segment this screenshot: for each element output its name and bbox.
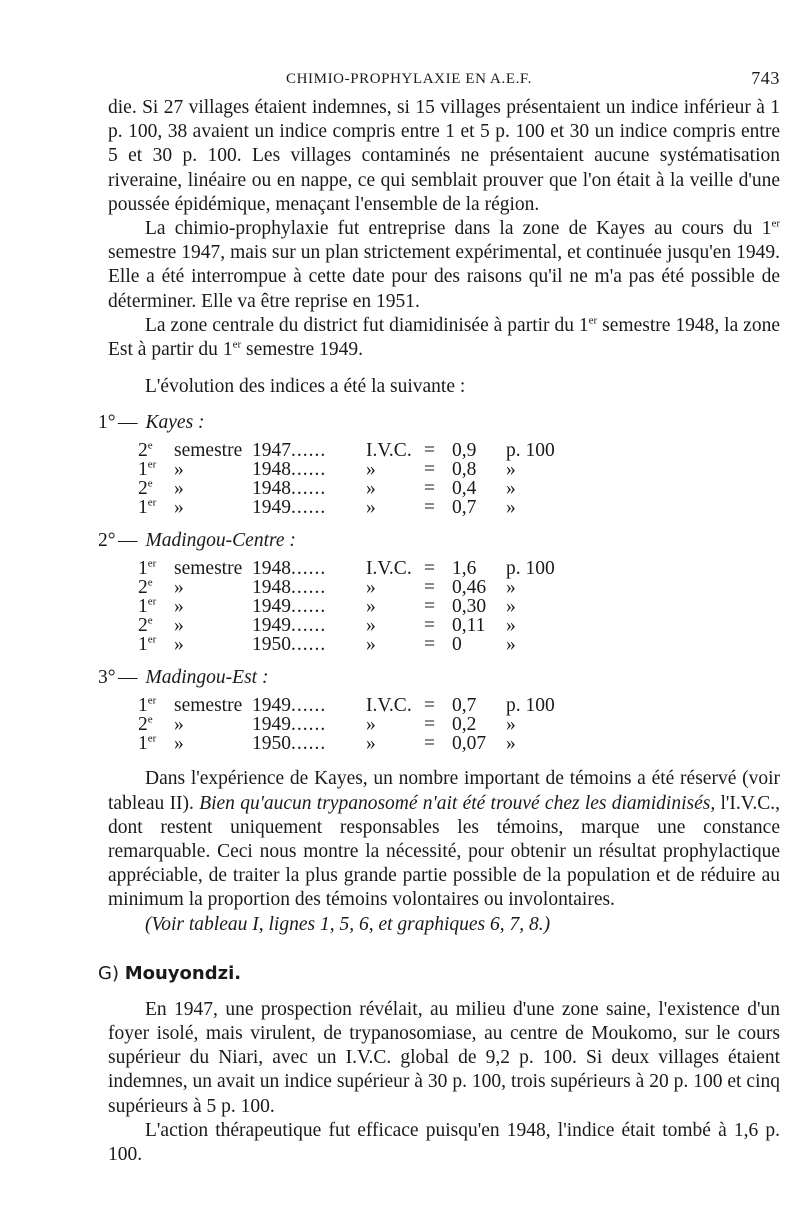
row-ordinal: 2e xyxy=(138,713,153,736)
row-value: 0,2 xyxy=(452,714,477,736)
row-equals: = xyxy=(424,497,435,519)
indices-row xyxy=(138,578,566,597)
group-title xyxy=(98,411,780,435)
row-unit: » xyxy=(506,577,516,599)
row-label: » xyxy=(366,459,376,481)
indices-list xyxy=(98,411,780,755)
row-semester: semestre xyxy=(174,558,243,580)
row-label: » xyxy=(366,478,376,500)
row-unit: » xyxy=(506,497,516,519)
row-label: » xyxy=(366,596,376,618)
row-equals: = xyxy=(424,596,435,618)
row-year xyxy=(252,578,366,597)
row-value: 0,7 xyxy=(452,497,477,519)
section-g-label: G) xyxy=(98,962,119,984)
row-year-value: 1947 xyxy=(252,440,291,462)
row-year-value: 1949 xyxy=(252,615,291,637)
group-title xyxy=(98,529,780,553)
row-unit: » xyxy=(506,714,516,736)
row-year-value: 1948 xyxy=(252,459,291,481)
row-label: » xyxy=(366,714,376,736)
reference-note: (Voir tableau I, lignes 1, 5, 6, et graphiques 6, 7, 8.) xyxy=(145,913,551,935)
section-g-heading xyxy=(98,963,780,984)
row-year xyxy=(252,559,366,578)
row-value: 0,30 xyxy=(452,596,487,618)
indices-row xyxy=(138,715,566,734)
row-equals: = xyxy=(424,440,435,462)
row-year xyxy=(252,616,366,635)
row-year-value: 1950 xyxy=(252,634,291,656)
row-value: 0 xyxy=(452,634,462,656)
row-unit: p. 100 xyxy=(506,440,555,462)
row-unit: » xyxy=(506,634,516,656)
row-year-value: 1948 xyxy=(252,558,291,580)
row-value: 0,4 xyxy=(452,478,477,500)
page-number: 743 xyxy=(751,68,780,88)
row-unit: p. 100 xyxy=(506,558,555,580)
row-leader-dots: ...... xyxy=(291,497,327,519)
row-year-value: 1948 xyxy=(252,577,291,599)
indices-row xyxy=(138,734,566,753)
row-leader-dots: ...... xyxy=(291,615,327,637)
row-year xyxy=(252,696,366,715)
row-equals: = xyxy=(424,733,435,755)
row-year-value: 1950 xyxy=(252,733,291,755)
row-year xyxy=(252,635,366,654)
row-unit: » xyxy=(506,478,516,500)
group-number: 2° xyxy=(98,530,116,552)
group-name: Kayes : xyxy=(145,412,205,434)
row-year-value: 1949 xyxy=(252,695,291,717)
row-ordinal: 1er xyxy=(138,496,157,519)
row-value: 0,46 xyxy=(452,577,487,599)
row-year-value: 1949 xyxy=(252,497,291,519)
indices-row xyxy=(138,498,566,517)
row-value: 0,9 xyxy=(452,440,477,462)
row-leader-dots: ...... xyxy=(291,714,327,736)
row-equals: = xyxy=(424,695,435,717)
row-semester: » xyxy=(174,596,184,618)
row-leader-dots: ...... xyxy=(291,634,327,656)
group-title xyxy=(98,666,780,690)
group-dash: — xyxy=(118,667,138,689)
row-semester: » xyxy=(174,733,184,755)
row-value: 0,11 xyxy=(452,615,486,637)
row-label: » xyxy=(366,615,376,637)
row-semester: » xyxy=(174,459,184,481)
indices-row xyxy=(138,616,566,635)
row-semester: semestre xyxy=(174,695,243,717)
running-title: CHIMIO-PROPHYLAXIE EN A.E.F. xyxy=(286,71,533,87)
group-name: Madingou-Est : xyxy=(145,667,269,689)
row-year xyxy=(252,479,366,498)
indices-row xyxy=(138,441,566,460)
row-leader-dots: ...... xyxy=(291,440,327,462)
row-label: » xyxy=(366,497,376,519)
row-year xyxy=(252,597,366,616)
row-ordinal: 1er xyxy=(138,557,157,580)
paragraph-5-emphasis: Bien qu'aucun trypanosomé n'ait été trouvé chez les diamidinisés, xyxy=(199,792,716,814)
group-name: Madingou-Centre : xyxy=(145,530,296,552)
indices-row xyxy=(138,696,566,715)
indices-table xyxy=(138,696,566,753)
row-ordinal: 2e xyxy=(138,477,153,500)
row-equals: = xyxy=(424,478,435,500)
indices-table xyxy=(138,559,566,654)
row-equals: = xyxy=(424,615,435,637)
row-ordinal: 1er xyxy=(138,595,157,618)
row-label: » xyxy=(366,634,376,656)
row-value: 1,6 xyxy=(452,558,477,580)
row-year-value: 1948 xyxy=(252,478,291,500)
paragraph-5 xyxy=(108,767,780,912)
row-leader-dots: ...... xyxy=(291,478,327,500)
row-unit: » xyxy=(506,733,516,755)
indices-row xyxy=(138,635,566,654)
row-label: » xyxy=(366,577,376,599)
row-ordinal: 1er xyxy=(138,694,157,717)
row-year xyxy=(252,460,366,479)
row-year xyxy=(252,441,366,460)
row-ordinal: 2e xyxy=(138,439,153,462)
row-ordinal: 2e xyxy=(138,614,153,637)
row-equals: = xyxy=(424,558,435,580)
row-semester: » xyxy=(174,615,184,637)
row-ordinal: 2e xyxy=(138,576,153,599)
paragraph-1: die. Si 27 villages étaient indemnes, si 15 villages présentaient un indice inférieur à 1 p. 100, 38 avaient un indice compris entre 1 et 5 p. 100 et 30 un indice compris entre 5 et 30 p. 100. Les villages contaminés ne présentaient aucune systématisation riveraine, linéaire ou en nappe, ce qui semblait prouver que l'on était à la veille d'une poussée épidémique, menaçant l'ensemble de la région. xyxy=(108,97,780,215)
paragraph-3: La zone centrale du district fut diamidinisée à partir du 1er semestre 1948, la zone Est à partir du 1er semestre 1949. xyxy=(108,314,780,361)
paragraph-5-part-a: Dans l'expérience de Kayes, un nombre important de témoins a été réservé (voir tableau II). xyxy=(108,768,780,814)
row-equals: = xyxy=(424,634,435,656)
row-leader-dots: ...... xyxy=(291,596,327,618)
paragraph-4: L'évolution des indices a été la suivante : xyxy=(145,376,466,398)
group-dash: — xyxy=(118,530,138,552)
section-g-title: Mouyondzi. xyxy=(124,962,242,984)
row-label: » xyxy=(366,733,376,755)
row-ordinal: 1er xyxy=(138,633,157,656)
paragraph-2: La chimio-prophylaxie fut entreprise dans la zone de Kayes au cours du 1er semestre 1947, mais sur un plan strictement expérimental, et continuée jusqu'en 1949. Elle a été interrompue à cette date pour des raisons qu'il ne m'a pas été possible de déterminer. Elle va être reprise en 1951. xyxy=(108,217,780,312)
indices-row xyxy=(138,559,566,578)
group-number: 3° xyxy=(98,667,116,689)
group-number: 1° xyxy=(98,412,116,434)
indices-row xyxy=(138,597,566,616)
row-semester: » xyxy=(174,714,184,736)
row-year xyxy=(252,498,366,517)
paragraph-7: L'action thérapeutique fut efficace puisqu'en 1948, l'indice était tombé à 1,6 p. 100. xyxy=(108,1119,780,1166)
paragraph-6: En 1947, une prospection révélait, au milieu d'une zone saine, l'existence d'un foyer isolé, mais virulent, de trypanosomiase, au centre de Moukomo, sur le cours supérieur du Niari, avec un I.V.C. global de 9,2 p. 100. Si deux villages étaient indemnes, un avait un indice supérieur à 30 p. 100, trois supérieurs à 20 p. 100 et cinq supérieurs à 5 p. 100. xyxy=(108,998,780,1117)
indices-row xyxy=(138,460,566,479)
row-year xyxy=(252,734,366,753)
paragraph-5-part-c: l'I.V.C., dont restent uniquement responsables les témoins, marque une constance remarquable. Ceci nous montre la nécessité, pour obtenir un résultat prophylactique appréciable, de traiter la plus grande partie possible de la population et de réduire au minimum la proportion des témoins volontaires ou involontaires. xyxy=(108,792,780,911)
row-value: 0,7 xyxy=(452,695,477,717)
page xyxy=(98,66,780,1167)
row-semester: » xyxy=(174,478,184,500)
row-unit: » xyxy=(506,596,516,618)
row-unit: » xyxy=(506,615,516,637)
row-value: 0,8 xyxy=(452,459,477,481)
group-dash: — xyxy=(118,412,138,434)
row-label: I.V.C. xyxy=(366,558,412,580)
row-semester: » xyxy=(174,577,184,599)
row-label: I.V.C. xyxy=(366,440,412,462)
row-ordinal: 1er xyxy=(138,732,157,755)
row-year-value: 1949 xyxy=(252,714,291,736)
row-semester: » xyxy=(174,634,184,656)
row-label: I.V.C. xyxy=(366,695,412,717)
row-leader-dots: ...... xyxy=(291,558,327,580)
indices-row xyxy=(138,479,566,498)
row-leader-dots: ...... xyxy=(291,459,327,481)
row-equals: = xyxy=(424,714,435,736)
row-semester: » xyxy=(174,497,184,519)
row-unit: p. 100 xyxy=(506,695,555,717)
row-year xyxy=(252,715,366,734)
row-value: 0,07 xyxy=(452,733,487,755)
row-leader-dots: ...... xyxy=(291,695,327,717)
row-leader-dots: ...... xyxy=(291,577,327,599)
running-header xyxy=(108,66,780,96)
row-equals: = xyxy=(424,577,435,599)
row-ordinal: 1er xyxy=(138,458,157,481)
row-unit: » xyxy=(506,459,516,481)
row-leader-dots: ...... xyxy=(291,733,327,755)
row-equals: = xyxy=(424,459,435,481)
indices-table xyxy=(138,441,566,517)
row-year-value: 1949 xyxy=(252,596,291,618)
row-semester: semestre xyxy=(174,440,243,462)
